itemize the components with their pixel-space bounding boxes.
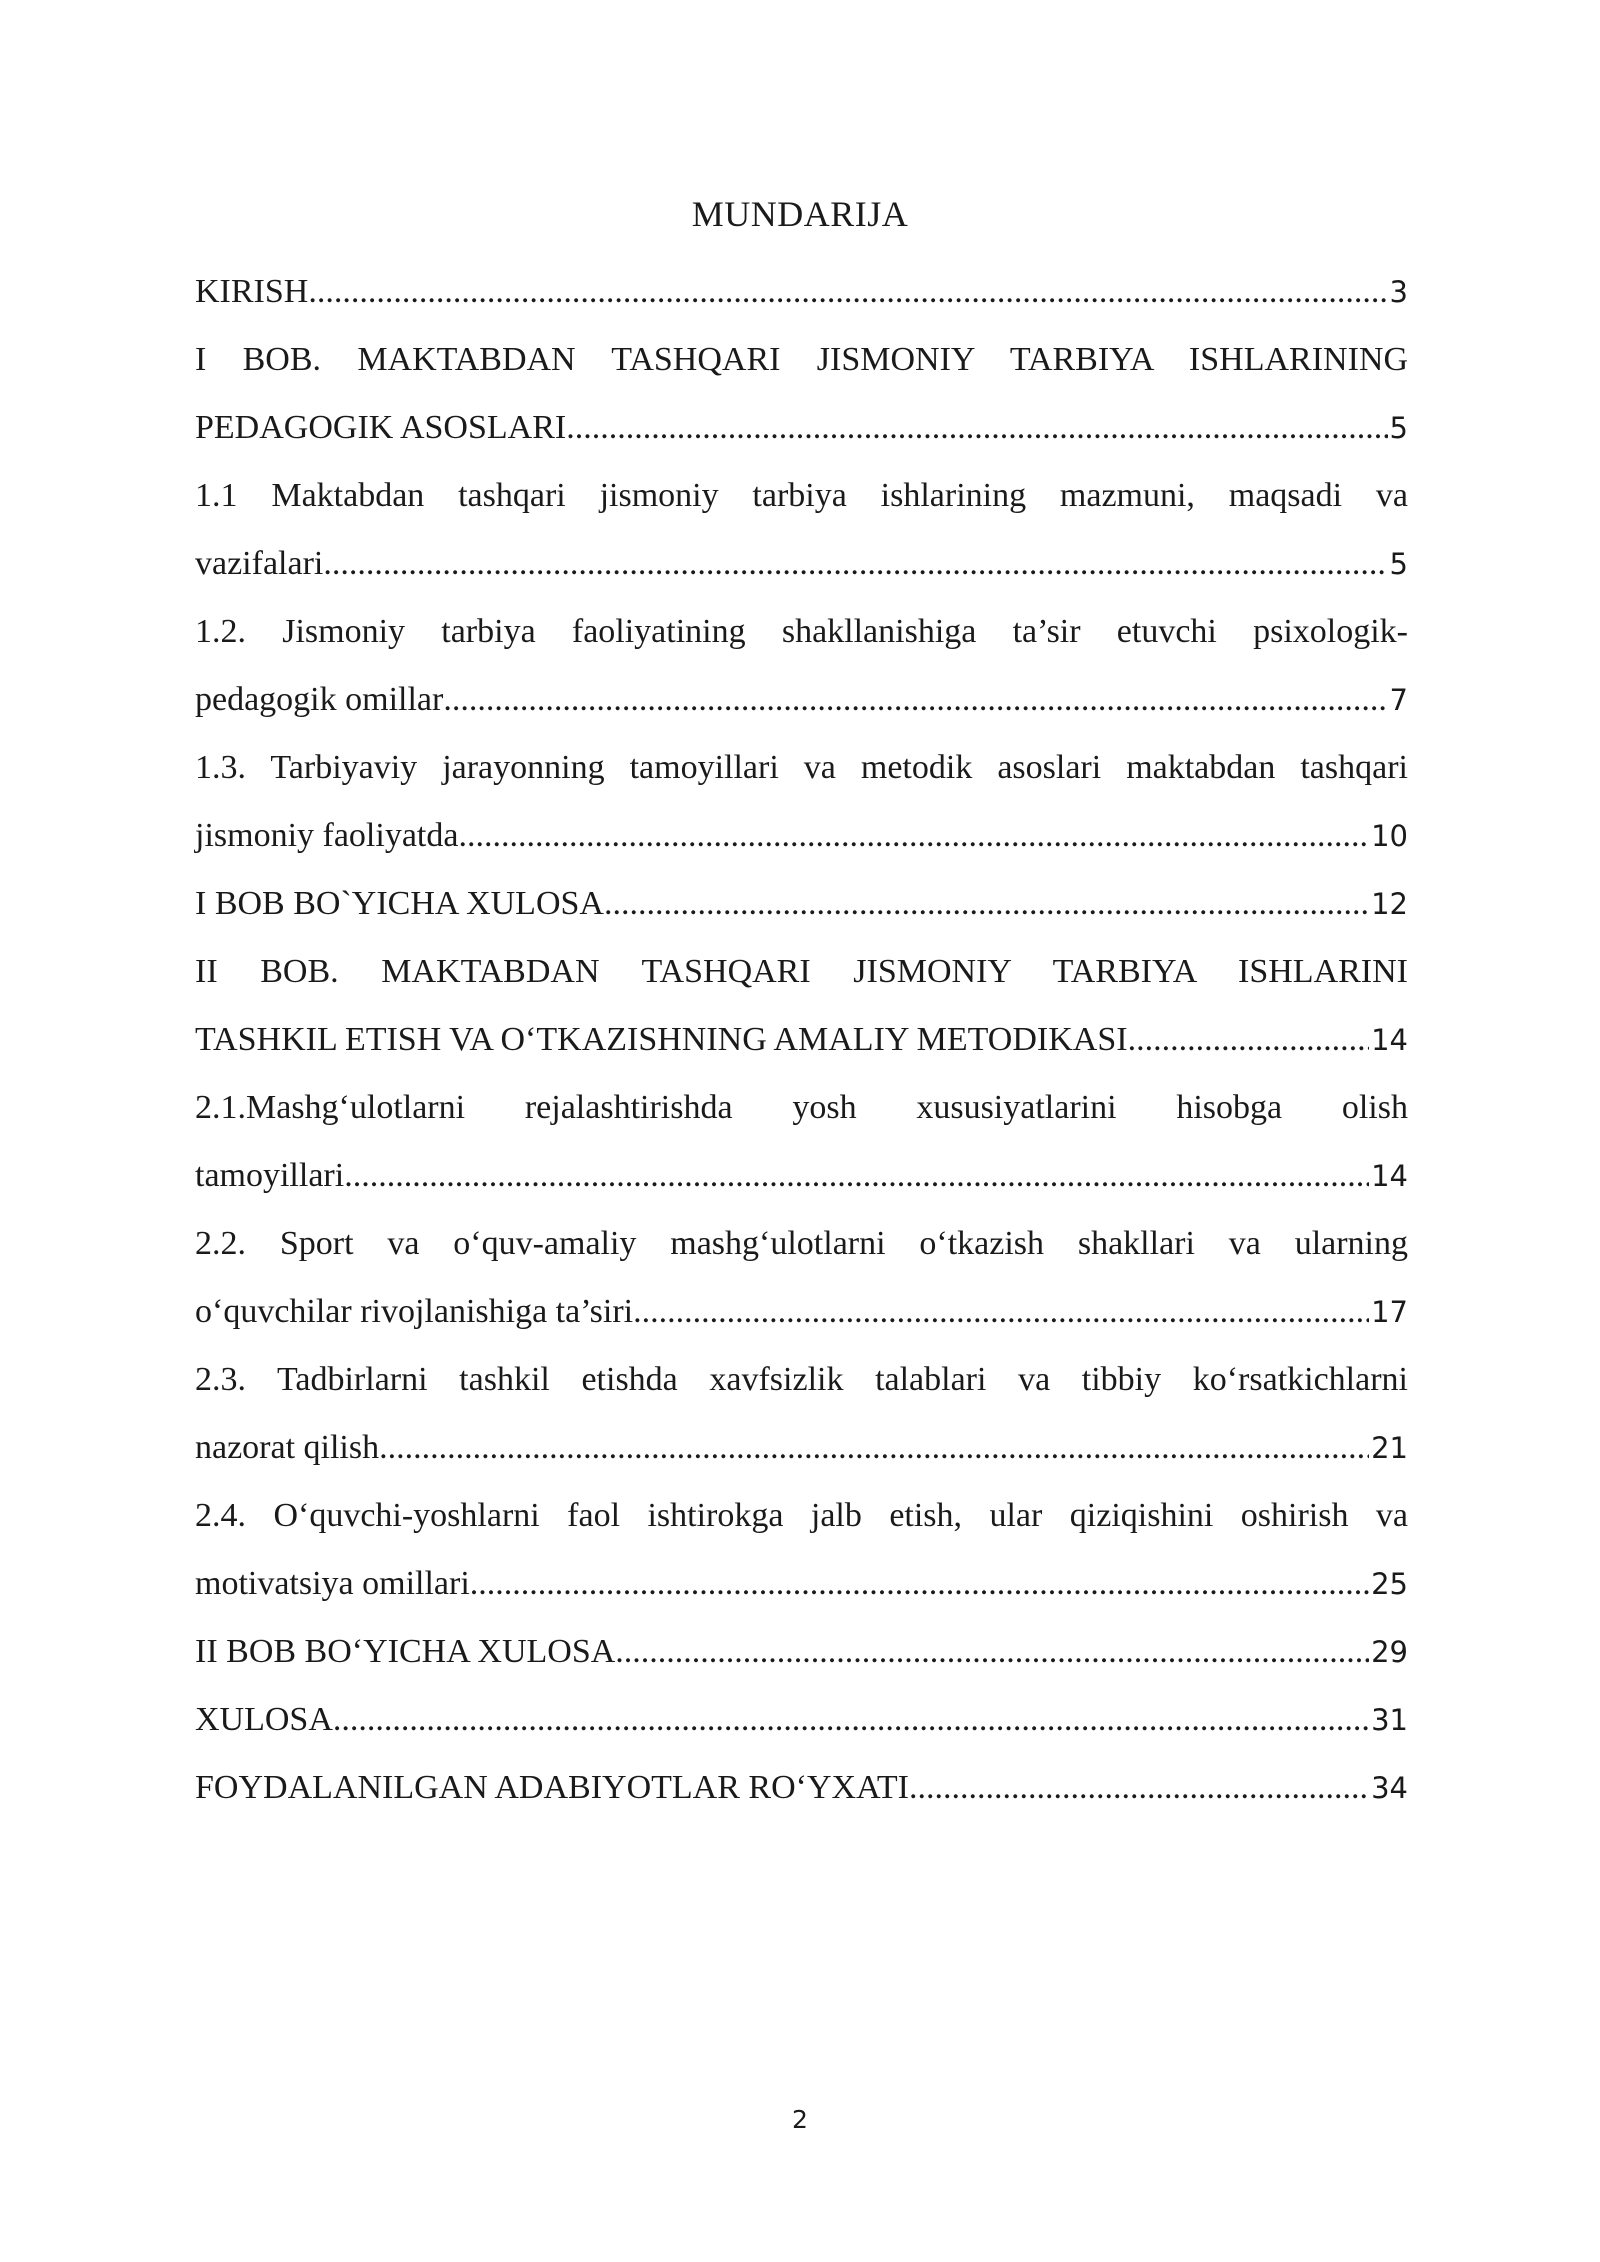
- toc-entry-title: o‘quvchilar rivojlanishiga ta’siri: [195, 1293, 634, 1330]
- toc-entry-title-line: 2.4. O‘quvchi-yoshlarni faol ishtirokga jalb etish, ular qiziqishini oshirish va: [195, 1497, 1408, 1534]
- toc-dot-leader: [633, 1278, 1369, 1346]
- toc-entry-title: vazifalari: [195, 545, 324, 582]
- toc-page-number: 17: [1371, 1295, 1408, 1329]
- toc-dot-leader: [443, 666, 1387, 734]
- toc-page-number: 5: [1389, 411, 1408, 445]
- toc-page-number: 10: [1371, 819, 1408, 853]
- toc-entry-section-1-2[interactable]: [195, 598, 1408, 734]
- toc-dot-leader: [470, 1550, 1369, 1618]
- toc-page-number: 25: [1371, 1567, 1408, 1601]
- toc-page-number: 34: [1371, 1771, 1408, 1805]
- toc-entry-title: motivatsiya omillari: [195, 1565, 470, 1602]
- toc-dot-leader: [1128, 1006, 1370, 1074]
- toc-dot-leader: [909, 1754, 1369, 1822]
- page-title: MUNDARIJA: [691, 194, 909, 234]
- toc-entry-title-line: 1.1 Maktabdan tashqari jismoniy tarbiya ishlarining mazmuni, maqsadi va: [195, 477, 1408, 514]
- toc-entry-title: II BOB BO‘YICHA XULOSA: [195, 1633, 616, 1670]
- toc-entry-title: nazorat qilish: [195, 1429, 380, 1466]
- toc-dot-leader: [308, 258, 1387, 326]
- toc-entry-title-line: 2.2. Sport va o‘quv-amaliy mashg‘ulotlarni o‘tkazish shakllari va ularning: [195, 1225, 1408, 1262]
- toc-dot-leader: [604, 870, 1369, 938]
- toc-dot-leader: [323, 530, 1387, 598]
- toc-entry-section-1-1[interactable]: [195, 462, 1408, 598]
- toc-page-number: 3: [1389, 275, 1408, 309]
- toc-entry-title-line: 1.2. Jismoniy tarbiya faoliyatining shakllanishiga ta’sir etuvchi psixologik-: [195, 613, 1408, 650]
- toc-entry-chapter-2-conclusion[interactable]: [195, 1618, 1408, 1686]
- toc-entry-bibliography[interactable]: [195, 1754, 1408, 1822]
- toc-entry-conclusion[interactable]: [195, 1686, 1408, 1754]
- toc-page-number: 12: [1371, 887, 1408, 921]
- toc-page-number: 7: [1389, 683, 1408, 717]
- toc-dot-leader: [344, 1142, 1369, 1210]
- toc-entry-section-2-1[interactable]: [195, 1074, 1408, 1210]
- toc-page-number: 29: [1371, 1635, 1408, 1669]
- toc-entry-title: KIRISH: [195, 273, 309, 310]
- toc-dot-leader: [379, 1414, 1369, 1482]
- toc-entry-chapter-2[interactable]: [195, 938, 1408, 1074]
- toc-dot-leader: [615, 1618, 1369, 1686]
- toc-entry-section-1-3[interactable]: [195, 734, 1408, 870]
- toc-entry-title: jismoniy faoliyatda: [195, 817, 459, 854]
- toc-entry-section-2-2[interactable]: [195, 1210, 1408, 1346]
- toc-dot-leader: [458, 802, 1369, 870]
- toc-dot-leader: [333, 1686, 1369, 1754]
- toc-entry-chapter-1-conclusion[interactable]: [195, 870, 1408, 938]
- toc-entry-section-2-4[interactable]: [195, 1482, 1408, 1618]
- toc-page-number: 31: [1371, 1703, 1408, 1737]
- toc-entry-title: pedagogik omillar: [195, 681, 444, 718]
- toc-page-number: 5: [1389, 547, 1408, 581]
- toc-entry-kirish[interactable]: [195, 258, 1408, 326]
- toc-entry-title-line: II BOB. MAKTABDAN TASHQARI JISMONIY TARBIYA ISHLARINI: [195, 953, 1408, 990]
- toc-page-number: 14: [1371, 1023, 1408, 1057]
- toc-entry-title: tamoyillari: [195, 1157, 345, 1194]
- toc-entry-title-line: 1.3. Tarbiyaviy jarayonning tamoyillari va metodik asoslari maktabdan tashqari: [195, 749, 1408, 786]
- toc-entry-title: XULOSA: [195, 1701, 333, 1738]
- toc-entry-title-line: 2.3. Tadbirlarni tashkil etishda xavfsizlik talablari va tibbiy ko‘rsatkichlarni: [195, 1361, 1408, 1398]
- toc-entry-title: I BOB BO`YICHA XULOSA: [195, 885, 604, 922]
- toc-entry-title-line: I BOB. MAKTABDAN TASHQARI JISMONIY TARBIYA ISHLARINING: [195, 341, 1408, 378]
- page-number: 2: [792, 2105, 808, 2134]
- toc-page-number: 14: [1371, 1159, 1408, 1193]
- toc-entry-chapter-1[interactable]: [195, 326, 1408, 462]
- table-of-contents: [195, 258, 1408, 1822]
- toc-page-number: 21: [1371, 1431, 1408, 1465]
- toc-entry-section-2-3[interactable]: [195, 1346, 1408, 1482]
- toc-entry-title: TASHKIL ETISH VA O‘TKAZISHNING AMALIY METODIKASI: [195, 1021, 1128, 1058]
- toc-dot-leader: [566, 394, 1387, 462]
- toc-entry-title: PEDAGOGIK ASOSLARI: [195, 409, 567, 446]
- toc-entry-title-line: 2.1.Mashg‘ulotlarni rejalashtirishda yosh xususiyatlarini hisobga olish: [195, 1089, 1408, 1126]
- toc-entry-title: FOYDALANILGAN ADABIYOTLAR RO‘YXATI: [195, 1769, 909, 1806]
